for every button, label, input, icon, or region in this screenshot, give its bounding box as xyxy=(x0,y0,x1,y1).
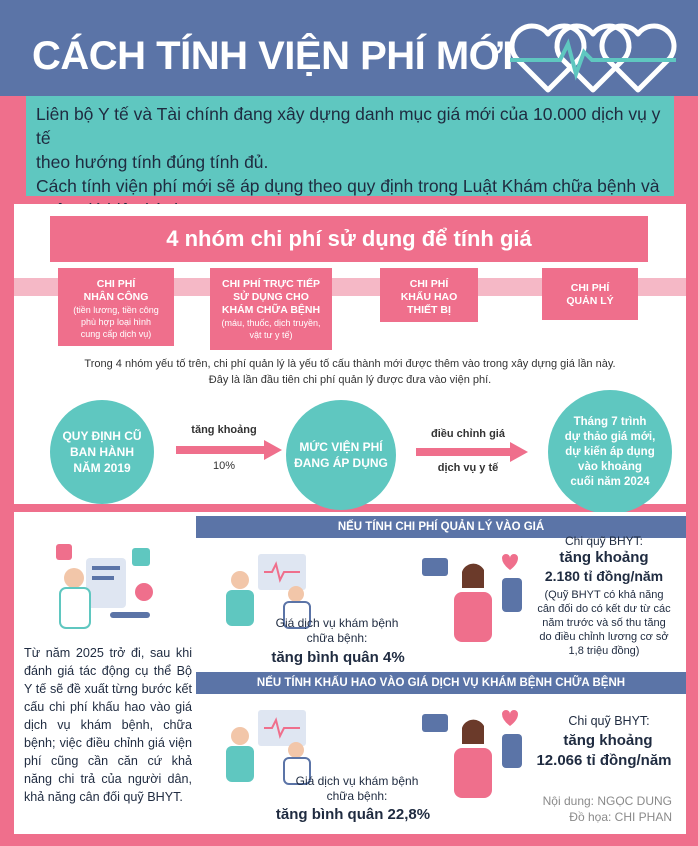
circle-old-regulation: QUY ĐỊNH CŨ BAN HÀNH NĂM 2019 xyxy=(50,400,154,504)
intro-box xyxy=(26,96,674,196)
credit-design: Đồ họa: CHI PHAN xyxy=(569,810,672,824)
group-sub: (tiền lương, tiền công phù hợp loại hình cung cấp dịch vụ) xyxy=(73,305,159,339)
scenario2-fund-label: Chi quỹ BHYT: xyxy=(568,714,650,728)
scenario1-price-label: Giá dịch vụ khám bệnh chữa bệnh: xyxy=(275,616,399,645)
doctor-tablet-illustration xyxy=(50,538,160,634)
scenario1-bar: NẾU TÍNH CHI PHÍ QUẢN LÝ VÀO GIÁ xyxy=(196,516,686,538)
group-title: CHI PHÍ QUẢN LÝ xyxy=(566,282,614,307)
group-labor xyxy=(58,268,174,346)
group-management xyxy=(542,268,638,320)
intro-line: Cách tính viện phí mới sẽ áp dụng theo quy định trong Luật Khám chữa bệnh và xyxy=(36,176,660,196)
group-sub: (máu, thuốc, dịch truyền, vật tư y tế) xyxy=(221,318,321,340)
scenario2-fund-value: tăng khoảng xyxy=(563,732,653,749)
arrow-right-icon xyxy=(416,442,528,462)
intro-line: Liên bộ Y tế và Tài chính đang xây dựng danh mục giá mới của 10.000 dịch vụ y tế xyxy=(36,104,661,148)
scenario1-fund-amount: 2.180 tỉ đồng/năm xyxy=(544,568,664,584)
page-title: CÁCH TÍNH VIỆN PHÍ MỚI xyxy=(32,34,513,78)
cost-groups-panel xyxy=(14,204,686,504)
arrow-label: điều chỉnh giá xyxy=(431,428,505,440)
scenario2-price-value: tăng bình quân 22,8% xyxy=(275,806,431,823)
group-depreciation xyxy=(380,268,478,322)
scenario2-price-label: Giá dịch vụ khám bệnh chữa bệnh: xyxy=(295,774,419,803)
header xyxy=(0,0,698,96)
circle-current-fee: MỨC VIỆN PHÍ ĐANG ÁP DỤNG xyxy=(286,400,396,510)
heart-pulse-icon xyxy=(508,16,678,96)
circle-new-plan: Tháng 7 trình dự thảo giá mới, dự kiến áp dụng vào khoảng cuối năm 2024 xyxy=(548,390,672,514)
arrow-label: tăng khoảng xyxy=(191,424,257,436)
scenario1-price-value: tăng bình quân 4% xyxy=(271,649,405,666)
group-direct xyxy=(210,268,332,350)
group-title: CHI PHÍ KHẤU HAO THIẾT BỊ xyxy=(400,278,458,316)
scenario1-fund-note: (Quỹ BHYT có khả năng cân đối do có kết dư từ các năm trước và số thu tăng do điều chỉnh lương cơ sở 1,8 triệu đồng) xyxy=(537,589,671,657)
groups-note: Trong 4 nhóm yếu tố trên, chi phí quản lý là yếu tố cấu thành mới được thêm vào trong xây dựng giá lần này. Đây là lần đầu tiên chi phí quản lý được đưa vào viện phí. xyxy=(84,358,616,386)
arrow-label: 10% xyxy=(212,460,236,472)
arrow-right-icon xyxy=(176,440,282,460)
scenarios-panel xyxy=(14,512,686,834)
scenario2-fund-amount: 12.066 tỉ đồng/năm xyxy=(536,752,672,769)
phone-user-illustration xyxy=(418,548,528,648)
future-plan-text: Từ năm 2025 trở đi, sau khi đánh giá tác động cụ thể Bộ Y tế sẽ đề xuất từng bước kết cấu chi phí khấu hao vào giá dịch vụ khám bệnh, chữa bệnh; việc điều chỉnh giá viện phí cũng cần căn cứ khả năng chi trả của người dân, khả năng cân đối quỹ BHYT. xyxy=(24,646,192,804)
scenario2-bar: NẾU TÍNH KHẤU HAO VÀO GIÁ DỊCH VỤ KHÁM BỆNH CHỮA BỆNH xyxy=(196,672,686,694)
scenario1-fund-value: tăng khoảng xyxy=(559,549,649,566)
groups-banner: 4 nhóm chi phí sử dụng để tính giá xyxy=(50,216,648,262)
credit-content: Nội dung: NGỌC DUNG xyxy=(542,794,672,808)
phone-user-illustration xyxy=(418,704,528,804)
group-title: CHI PHÍ NHÂN CÔNG xyxy=(83,278,149,303)
intro-line: theo hướng tính đúng tính đủ. xyxy=(36,152,269,172)
group-title: CHI PHÍ TRỰC TIẾP SỬ DỤNG CHO KHÁM CHỮA BỆNH xyxy=(221,278,321,316)
scenario1-fund-label: Chi quỹ BHYT: xyxy=(564,534,644,548)
arrow-label: dịch vụ y tế xyxy=(437,462,499,474)
